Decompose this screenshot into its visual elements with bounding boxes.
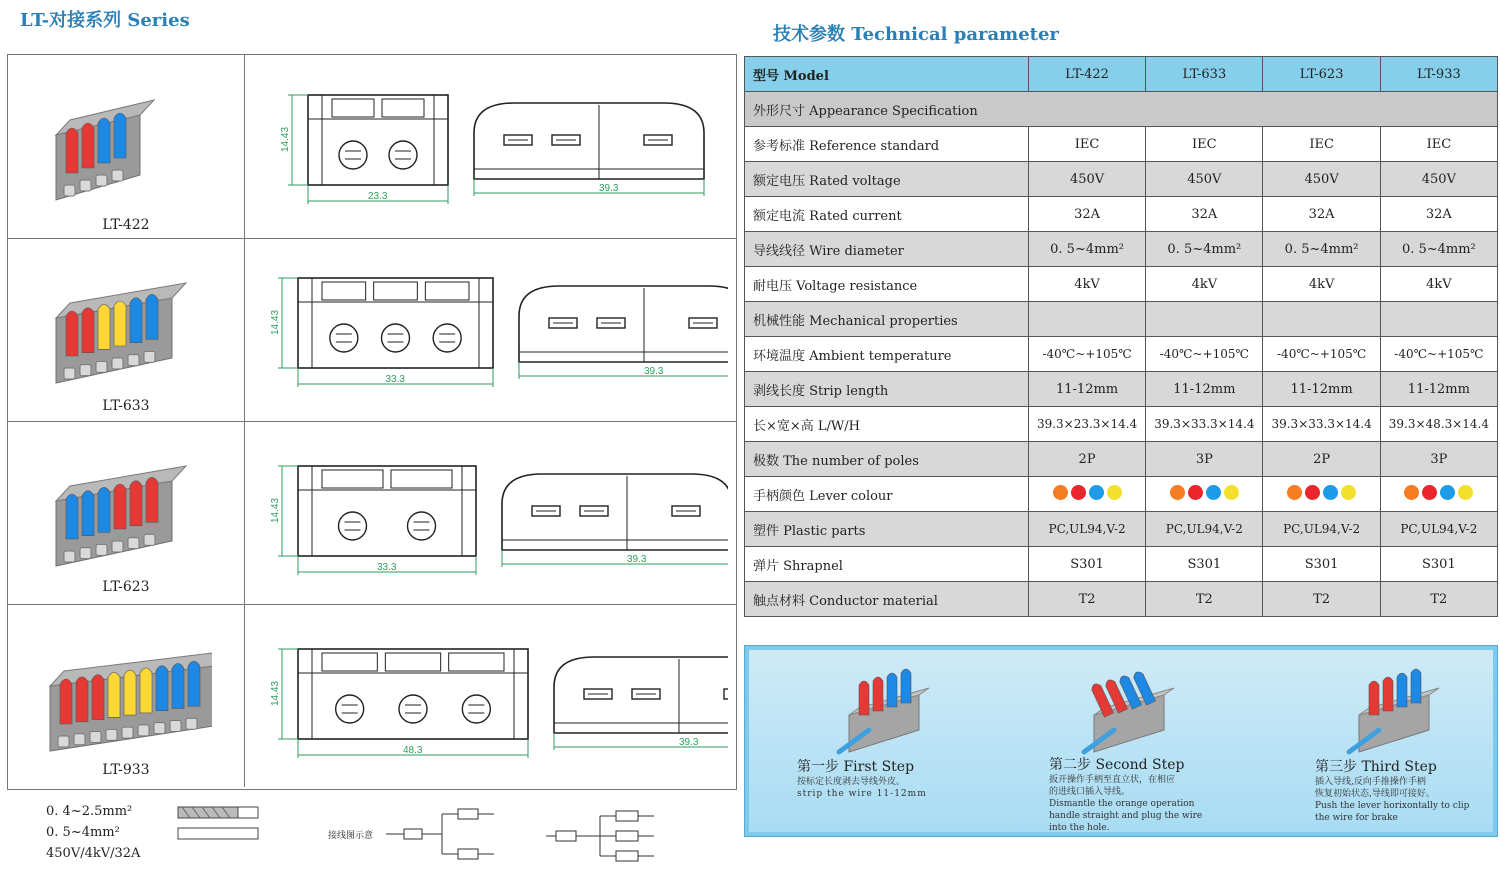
wire-spec-lines <box>46 801 140 864</box>
colour-dot <box>1107 485 1122 500</box>
row-value: 0. 5~4mm² <box>1263 232 1380 267</box>
width-dimension: 48.3 <box>403 745 423 756</box>
height-dimension: 14.43 <box>280 126 291 152</box>
dimension-drawing-lt-633 <box>258 258 728 408</box>
step-desc-line: Push the lever horixontally to clip <box>1315 801 1470 811</box>
lever-colour-swatches <box>1146 477 1263 512</box>
row-value: 4kV <box>1380 267 1497 302</box>
row-value: IEC <box>1146 127 1263 162</box>
step-1-illustration <box>829 660 939 755</box>
tech-parameter-title: 技术参数 Technical parameter <box>773 24 1059 45</box>
row-value: 450V <box>1380 162 1497 197</box>
series-title: LT-对接系列 Series <box>20 10 190 31</box>
table-row <box>745 512 1498 547</box>
row-value: 0. 5~4mm² <box>1028 232 1145 267</box>
row-value: 4kV <box>1263 267 1380 302</box>
height-dimension: 14.43 <box>270 680 281 706</box>
connector-illustration-lt-933 <box>42 616 212 756</box>
row-value: -40℃~+105℃ <box>1263 337 1380 372</box>
step-desc-line: 扳开操作手柄至直立状，在相应 <box>1049 775 1176 785</box>
row-value: -40℃~+105℃ <box>1380 337 1497 372</box>
row-value: PC,UL94,V-2 <box>1380 512 1497 547</box>
colour-dot <box>1206 485 1221 500</box>
row-label: 参考标准 Reference standard <box>745 127 1029 162</box>
model-label: LT-633 <box>102 398 150 414</box>
row-value: PC,UL94,V-2 <box>1263 512 1380 547</box>
step-1 <box>797 756 997 800</box>
row-value: T2 <box>1146 582 1263 617</box>
step-desc-line: handle straight and plug the wire <box>1049 811 1203 821</box>
wiring-diagram-label: 接线图示意 <box>328 831 374 841</box>
row-value: 4kV <box>1028 267 1145 302</box>
row-label: 触点材料 Conductor material <box>745 582 1029 617</box>
row-label: 手柄颜色 Lever colour <box>745 477 1029 512</box>
row-value: 11-12mm <box>1028 372 1145 407</box>
step-desc-line: into the hole. <box>1049 823 1110 833</box>
product-grid <box>7 54 737 790</box>
colour-dot <box>1341 485 1356 500</box>
row-value: 32A <box>1028 197 1145 232</box>
row-value: 4kV <box>1146 267 1263 302</box>
table-row <box>745 197 1498 232</box>
row-value: 450V <box>1028 162 1145 197</box>
step-title: 第一步 First Step <box>797 759 915 775</box>
row-value: 32A <box>1146 197 1263 232</box>
table-row <box>745 582 1498 617</box>
spec-line: 0. 4~2.5mm² <box>46 804 133 819</box>
row-value: 39.3×48.3×14.4 <box>1380 407 1497 442</box>
lever-colour-swatches <box>1028 477 1145 512</box>
stripped-wire-illustration <box>176 804 266 844</box>
row-value: 11-12mm <box>1146 372 1263 407</box>
step-title: 第三步 Third Step <box>1315 759 1437 775</box>
row-value: 32A <box>1263 197 1380 232</box>
row-value: S301 <box>1146 547 1263 582</box>
header-model: LT-633 <box>1146 57 1263 92</box>
row-value: 11-12mm <box>1263 372 1380 407</box>
colour-dot <box>1089 485 1104 500</box>
header-model: LT-422 <box>1028 57 1145 92</box>
height-dimension: 14.43 <box>270 497 281 523</box>
row-label: 额定电压 Rated voltage <box>745 162 1029 197</box>
row-value <box>1028 302 1145 337</box>
dimension-drawing-lt-422 <box>268 75 728 225</box>
width-dimension: 33.3 <box>385 374 405 385</box>
wiring-diagram-2-way <box>386 800 496 862</box>
product-row-lt-933 <box>8 604 736 787</box>
step-desc-line: 的进线口插入导线。 <box>1049 787 1131 797</box>
spec-line: 0. 5~4mm² <box>46 825 120 840</box>
step-desc-line: 按标定长度剥去导线外皮。 <box>797 777 906 787</box>
row-value: S301 <box>1263 547 1380 582</box>
row-label: 极数 The number of poles <box>745 442 1029 477</box>
row-label: 塑件 Plastic parts <box>745 512 1029 547</box>
table-row <box>745 372 1498 407</box>
row-label: 机械性能 Mechanical properties <box>745 302 1029 337</box>
row-value: 3P <box>1146 442 1263 477</box>
dimension-drawing-lt-933 <box>258 629 728 779</box>
row-value: IEC <box>1263 127 1380 162</box>
row-value: IEC <box>1380 127 1497 162</box>
connector-illustration-lt-633 <box>48 248 208 388</box>
row-value: 39.3×23.3×14.4 <box>1028 407 1145 442</box>
colour-dot <box>1053 485 1068 500</box>
step-desc-line: the wire for brake <box>1315 813 1398 823</box>
row-value: PC,UL94,V-2 <box>1146 512 1263 547</box>
table-row <box>745 127 1498 162</box>
table-row <box>745 162 1498 197</box>
colour-dot <box>1323 485 1338 500</box>
width-dimension: 33.3 <box>377 562 397 573</box>
row-label: 环境温度 Ambient temperature <box>745 337 1029 372</box>
width-dimension: 23.3 <box>368 191 388 202</box>
row-value: 450V <box>1263 162 1380 197</box>
row-value: 0. 5~4mm² <box>1146 232 1263 267</box>
colour-dot <box>1305 485 1320 500</box>
row-label: 弹片 Shrapnel <box>745 547 1029 582</box>
row-value: 3P <box>1380 442 1497 477</box>
header-model: LT-623 <box>1263 57 1380 92</box>
row-value: T2 <box>1380 582 1497 617</box>
row-label: 耐电压 Voltage resistance <box>745 267 1029 302</box>
row-value: 0. 5~4mm² <box>1380 232 1497 267</box>
row-value: -40℃~+105℃ <box>1028 337 1145 372</box>
table-section-row <box>745 92 1498 127</box>
header-model: LT-933 <box>1380 57 1497 92</box>
colour-dot <box>1422 485 1437 500</box>
product-row-lt-623 <box>8 421 736 605</box>
height-dimension: 14.43 <box>270 309 281 335</box>
table-row <box>745 442 1498 477</box>
step-title: 第二步 Second Step <box>1049 757 1185 773</box>
lever-colour-swatches <box>1380 477 1497 512</box>
row-value: T2 <box>1028 582 1145 617</box>
dimension-drawing-lt-623 <box>258 446 728 596</box>
row-value <box>1146 302 1263 337</box>
colour-dot <box>1170 485 1185 500</box>
step-desc-line: strip the wire 11-12mm <box>797 789 927 799</box>
row-label: 额定电流 Rated current <box>745 197 1029 232</box>
table-row <box>745 302 1498 337</box>
row-value: 39.3×33.3×14.4 <box>1263 407 1380 442</box>
row-value <box>1263 302 1380 337</box>
table-row <box>745 547 1498 582</box>
product-row-lt-633 <box>8 238 736 422</box>
step-desc-line: 恢复初始状态,导线即可接好。 <box>1315 789 1435 799</box>
colour-dot <box>1440 485 1455 500</box>
model-label: LT-933 <box>102 762 150 778</box>
step-3 <box>1315 756 1495 824</box>
table-row <box>745 477 1498 512</box>
section-label: 外形尺寸 Appearance Specification <box>745 92 1498 127</box>
row-value: PC,UL94,V-2 <box>1028 512 1145 547</box>
colour-dot <box>1224 485 1239 500</box>
table-row <box>745 267 1498 302</box>
step-desc-line: Dismantle the orange operation <box>1049 799 1195 809</box>
header-label: 型号 Model <box>745 57 1029 92</box>
table-header-row <box>745 57 1498 92</box>
row-value: 2P <box>1263 442 1380 477</box>
spec-line: 450V/4kV/32A <box>46 846 141 861</box>
row-value: S301 <box>1380 547 1497 582</box>
step-2 <box>1049 754 1249 834</box>
row-value: 11-12mm <box>1380 372 1497 407</box>
row-value <box>1380 302 1497 337</box>
row-value: 32A <box>1380 197 1497 232</box>
row-value: T2 <box>1263 582 1380 617</box>
installation-steps-panel <box>744 645 1498 837</box>
row-value: -40℃~+105℃ <box>1146 337 1263 372</box>
step-desc-line: 插入导线,反向手推操作手柄 <box>1315 777 1426 787</box>
row-label: 长×宽×高 L/W/H <box>745 407 1029 442</box>
length-dimension: 39.3 <box>644 366 664 377</box>
connector-illustration-lt-623 <box>48 431 208 571</box>
product-row-lt-422 <box>8 55 736 239</box>
row-value: 39.3×33.3×14.4 <box>1146 407 1263 442</box>
connector-illustration-lt-422 <box>48 65 208 205</box>
row-value: 450V <box>1146 162 1263 197</box>
lever-colour-swatches <box>1263 477 1380 512</box>
row-label: 剥线长度 Strip length <box>745 372 1029 407</box>
colour-dot <box>1458 485 1473 500</box>
colour-dot <box>1404 485 1419 500</box>
step-2-illustration <box>1074 660 1184 755</box>
model-label: LT-422 <box>102 217 150 233</box>
row-label: 导线线径 Wire diameter <box>745 232 1029 267</box>
colour-dot <box>1287 485 1302 500</box>
wiring-diagram-3-way <box>546 808 656 864</box>
length-dimension: 39.3 <box>679 737 699 748</box>
length-dimension: 39.3 <box>599 183 619 194</box>
row-value: IEC <box>1028 127 1145 162</box>
table-row <box>745 407 1498 442</box>
length-dimension: 39.3 <box>627 554 647 565</box>
technical-parameter-table <box>744 56 1498 617</box>
table-row <box>745 232 1498 267</box>
step-3-illustration <box>1339 660 1449 755</box>
colour-dot <box>1071 485 1086 500</box>
table-row <box>745 337 1498 372</box>
colour-dot <box>1188 485 1203 500</box>
model-label: LT-623 <box>102 579 150 595</box>
row-value: 2P <box>1028 442 1145 477</box>
row-value: S301 <box>1028 547 1145 582</box>
